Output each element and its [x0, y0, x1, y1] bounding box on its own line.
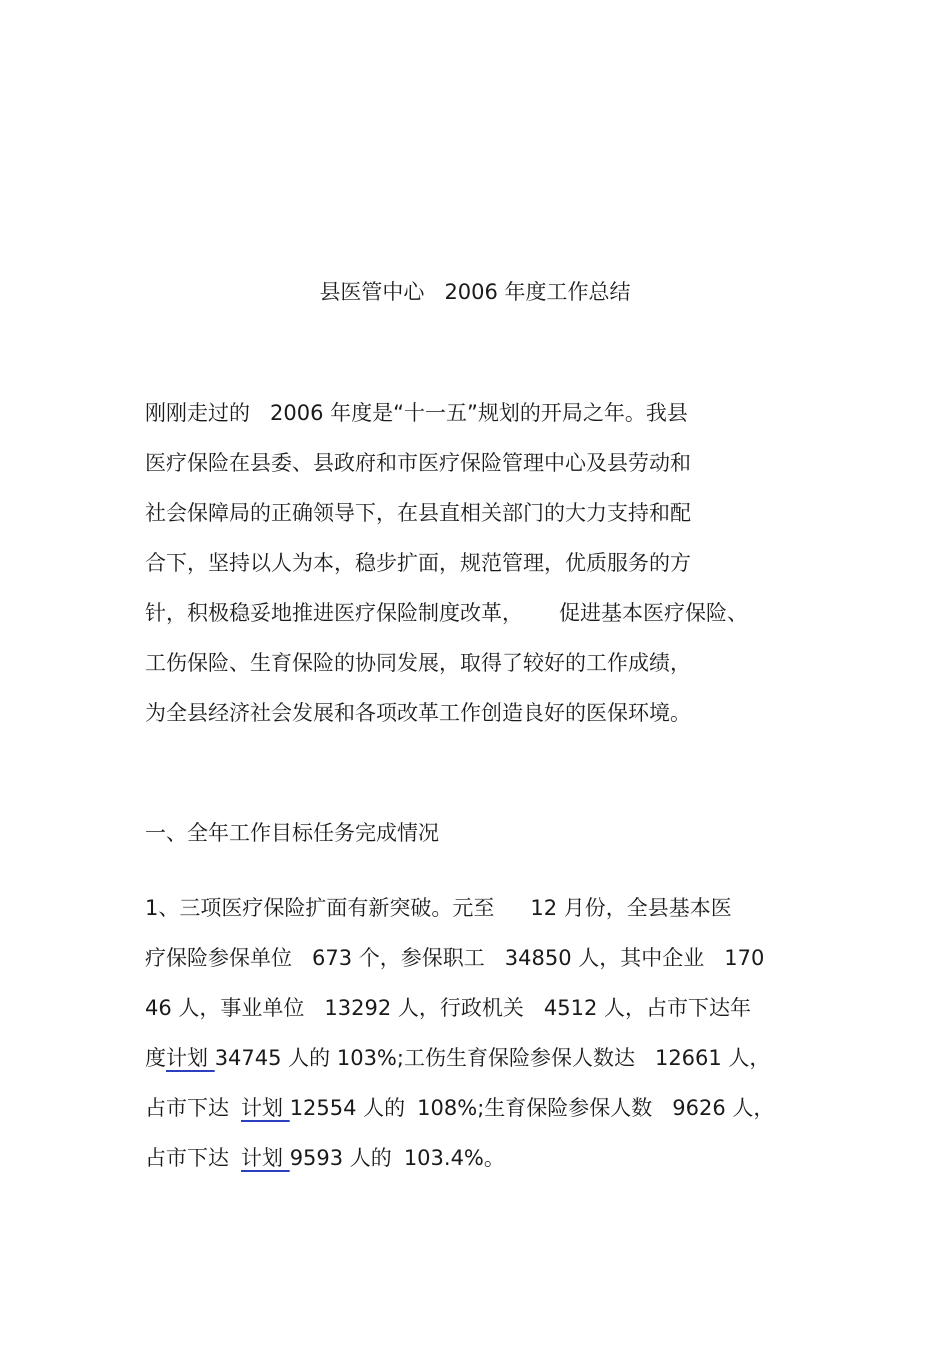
title-part-2: 2006 年度工作总结: [444, 280, 631, 304]
para-line-2: [145, 943, 764, 973]
para-line-4: [145, 1043, 770, 1073]
intro-text: 促进基本医疗保险、: [559, 601, 748, 625]
para-text: 34745 人的 103%;工伤生育保险参保人数达: [214, 1046, 635, 1070]
para-text: 46 人，事业单位: [145, 996, 305, 1020]
para-text: 度: [145, 1046, 166, 1070]
intro-line-4: 合下，坚持以人为本，稳步扩面，规范管理，优质服务的方: [145, 551, 691, 575]
para-text: 170: [724, 946, 765, 970]
para-text: 13292 人，行政机关: [324, 996, 524, 1020]
para-text: 占市下达: [145, 1146, 229, 1170]
title-part-1: 县医管中心: [319, 280, 425, 304]
para-line-1: [145, 893, 732, 923]
intro-text: 针，积极稳妥地推进医疗保险制度改革，: [145, 601, 523, 625]
para-text: 1、三项医疗保险扩面有新突破。元至: [145, 896, 495, 920]
para-text: 12 月份，全县基本医: [530, 896, 732, 920]
para-line-3: [145, 993, 751, 1023]
intro-line-3: 社会保障局的正确领导下，在县直相关部门的大力支持和配: [145, 501, 691, 525]
plan-link[interactable]: 计划: [241, 1146, 290, 1170]
intro-line-1: [145, 398, 688, 428]
document-title: [0, 277, 950, 307]
section-heading: 一、全年工作目标任务完成情况: [145, 821, 439, 845]
para-text: 12554 人的: [289, 1096, 406, 1120]
para-text: 9593 人的: [289, 1146, 392, 1170]
intro-line-5: [145, 598, 748, 628]
plan-link[interactable]: 计划: [241, 1096, 290, 1120]
intro-line-6: 工伤保险、生育保险的协同发展，取得了较好的工作成绩，: [145, 651, 691, 675]
para-text: 9626 人，: [672, 1096, 775, 1120]
para-line-6: [145, 1143, 505, 1173]
para-text: 4512 人，占市下达年: [543, 996, 752, 1020]
para-line-5: [145, 1093, 774, 1123]
intro-text: 刚刚走过的: [145, 401, 250, 425]
para-text: 673 个，参保职工: [312, 946, 485, 970]
para-text: 12661 人，: [654, 1046, 771, 1070]
intro-text: 2006 年度是“十一五”规划的开局之年。我县: [270, 401, 688, 425]
para-text: 疗保险参保单位: [145, 946, 292, 970]
para-text: 占市下达: [145, 1096, 229, 1120]
plan-link[interactable]: 计划: [166, 1046, 215, 1070]
intro-line-7: 为全县经济社会发展和各项改革工作创造良好的医保环境。: [145, 701, 691, 725]
intro-line-2: 医疗保险在县委、县政府和市医疗保险管理中心及县劳动和: [145, 451, 691, 475]
para-text: 34850 人，其中企业: [504, 946, 705, 970]
para-text: 103.4%。: [403, 1146, 505, 1170]
para-text: 108%;生育保险参保人数: [417, 1096, 653, 1120]
